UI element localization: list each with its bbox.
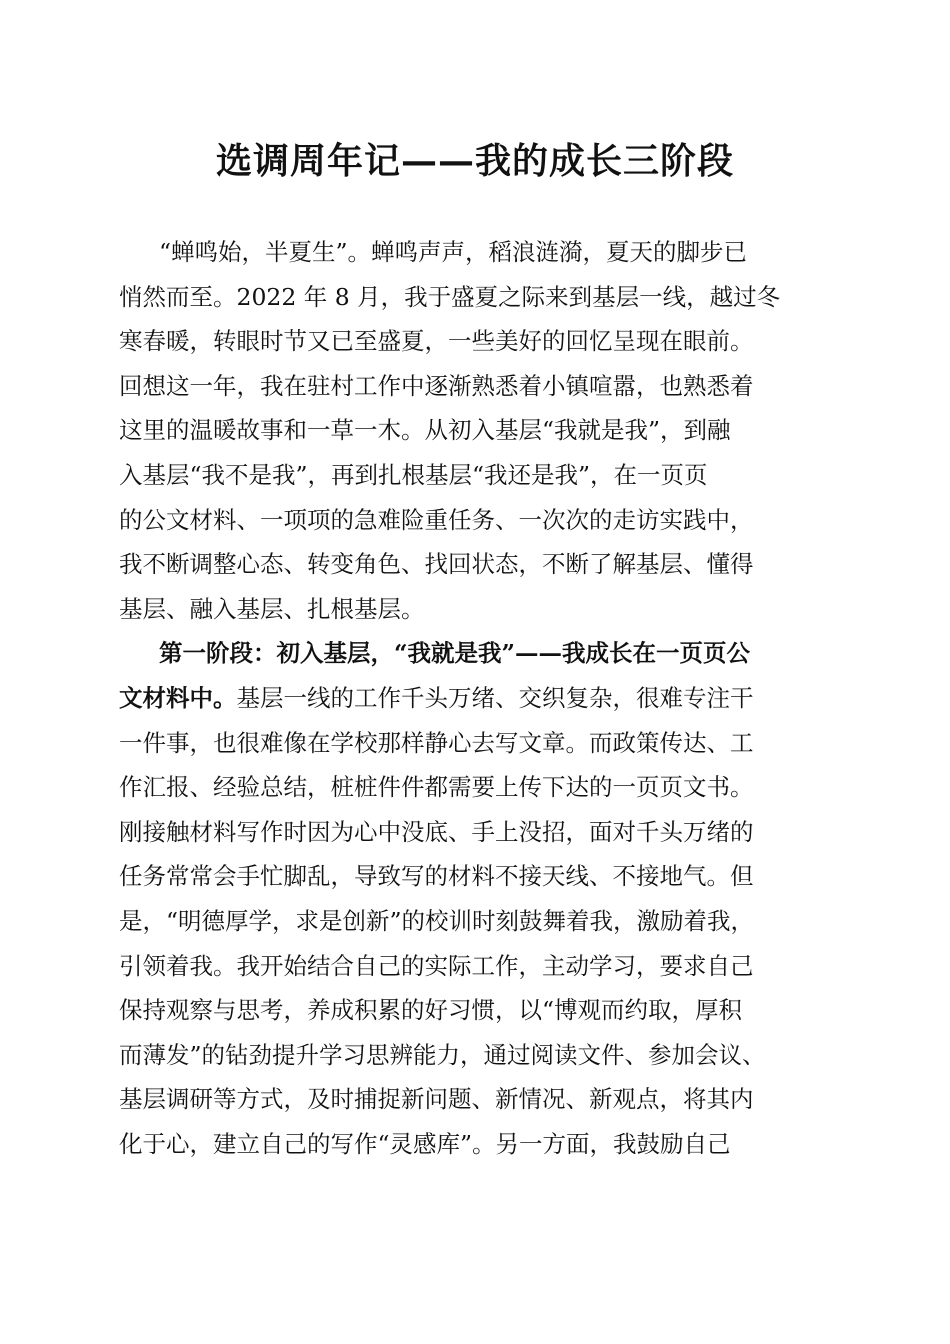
text-line xyxy=(119,498,835,543)
text-line xyxy=(119,676,835,721)
text-line xyxy=(119,1122,835,1167)
text-run: 而薄发”的钻劲提升学习思辨能力，通过阅读文件、参加会议、 xyxy=(119,1040,766,1069)
text-run: 基层一线的工作千头万绪、交织复杂，很难专注干 xyxy=(236,683,754,712)
text-run: “蝉鸣始，半夏生”。蝉鸣声声，稻浪涟漪，夏天的脚步已 xyxy=(159,238,748,266)
document-body xyxy=(119,230,835,1166)
text-run: 作汇报、经验总结，桩桩件件都需要上传下达的一页页文书。 xyxy=(119,773,754,802)
text-run: 刚接触材料写作时因为心中没底、手上没招，面对千头万绪的 xyxy=(119,817,754,846)
text-line xyxy=(119,230,835,275)
text-line xyxy=(119,988,835,1033)
text-line xyxy=(119,364,835,409)
text-line xyxy=(119,765,835,810)
text-run: 寒春暖，转眼时节又已至盛夏，一些美好的回忆呈现在眼前。 xyxy=(119,327,754,356)
text-run: 任务常常会手忙脚乱，导致写的材料不接天线、不接地气。但 xyxy=(119,862,754,891)
text-run: 基层调研等方式，及时捕捉新问题、新情况、新观点，将其内 xyxy=(119,1085,754,1114)
text-line xyxy=(119,631,835,676)
bold-text-run: 第一阶段：初入基层，“我就是我”——我成长在一页页公 xyxy=(159,639,751,668)
text-line xyxy=(119,587,835,632)
text-run: 我不断调整心态、转变角色、找回状态，不断了解基层、懂得 xyxy=(119,550,754,579)
document-title: 选调周年记——我的成长三阶段 xyxy=(215,140,734,182)
text-line xyxy=(119,854,835,899)
text-run: 悄然而至。2022 年 8 月，我于盛夏之际来到基层一线，越过冬 xyxy=(119,282,781,311)
text-line xyxy=(119,542,835,587)
text-line xyxy=(119,944,835,989)
text-line xyxy=(119,453,835,498)
text-run: 保持观察与思考，养成积累的好习惯，以“博观而约取，厚积 xyxy=(119,996,743,1025)
text-line xyxy=(119,275,835,320)
text-run: 这里的温暖故事和一草一木。从初入基层“我就是我”，到融 xyxy=(119,416,731,445)
text-line xyxy=(119,899,835,944)
text-line xyxy=(119,1033,835,1078)
bold-text-run: 文材料中。 xyxy=(119,683,237,712)
text-line xyxy=(119,408,835,453)
text-line xyxy=(119,810,835,855)
text-run: 入基层“我不是我”，再到扎根基层“我还是我”，在一页页 xyxy=(119,460,708,489)
text-line xyxy=(119,1077,835,1122)
text-line xyxy=(119,721,835,766)
text-run: 的公文材料、一项项的急难险重任务、一次次的走访实践中， xyxy=(119,505,754,534)
text-run: 引领着我。我开始结合自己的实际工作，主动学习，要求自己 xyxy=(119,951,754,980)
text-run: 化于心，建立自己的写作“灵感库”。另一方面，我鼓励自己 xyxy=(119,1129,731,1158)
text-line xyxy=(119,319,835,364)
text-run: 是，“明德厚学，求是创新”的校训时刻鼓舞着我，激励着我， xyxy=(119,906,755,935)
text-run: 回想这一年，我在驻村工作中逐渐熟悉着小镇喧嚣，也熟悉着 xyxy=(119,371,754,400)
text-run: 基层、融入基层、扎根基层。 xyxy=(119,594,425,623)
text-run: 一件事，也很难像在学校那样静心去写文章。而政策传达、工 xyxy=(119,728,754,757)
